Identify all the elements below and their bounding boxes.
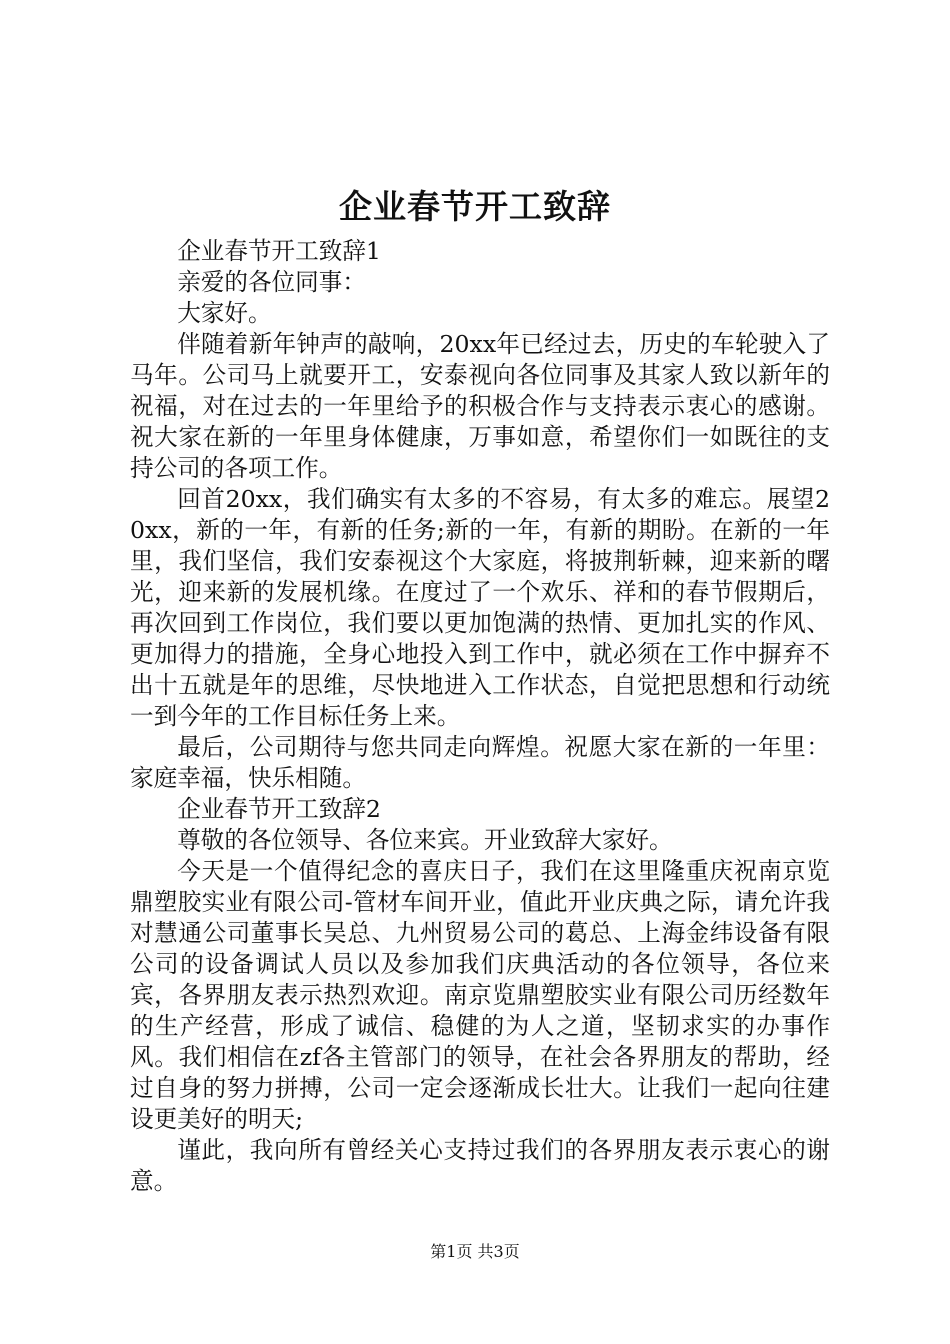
document-body [130,236,830,1197]
greeting: 大家好。 [177,299,272,327]
paragraph: 尊敬的各位领导、各位来宾。开业致辞大家好。 [177,826,673,854]
page-number-footer: 第1页 共3页 [430,1242,520,1261]
document-title: 企业春节开工致辞 [339,187,611,226]
section-heading-1: 企业春节开工致辞1 [177,237,381,265]
paragraph: 伴随着新年钟声的敲响，20xx年已经过去，历史的车轮驶入了马年。公司马上就要开工，安泰视向各位同事及其家人致以新年的祝福，对在过去的一年里给予的积极合作与支持表示衷心的感谢。祝大家在新的一年里身体健康，万事如意，希望你们一如既往的支持公司的各项工作。 [130,330,830,482]
paragraph: 最后，公司期待与您共同走向辉煌。祝愿大家在新的一年里：家庭幸福，快乐相随。 [130,733,830,792]
salutation: 亲爱的各位同事： [177,268,366,296]
paragraph: 今天是一个值得纪念的喜庆日子，我们在这里隆重庆祝南京览鼎塑胶实业有限公司-管材车间开业，值此开业庆典之际，请允许我对慧通公司董事长吴总、九州贸易公司的葛总、上海金纬设备有限公司的设备调试人员以及参加我们庆典活动的各位领导，各位来宾，各界朋友表示热烈欢迎。南京览鼎塑胶实业有限公司历经数年的生产经营，形成了诚信、稳健的为人之道，坚韧求实的办事作风。我们相信在zf各主管部门的领导，在社会各界朋友的帮助，经过自身的努力拼搏，公司一定会逐渐成长壮大。让我们一起向往建设更美好的明天; [130,857,830,1133]
section-heading-2: 企业春节开工致辞2 [177,795,381,823]
paragraph: 谨此，我向所有曾经关心支持过我们的各界朋友表示衷心的谢意。 [130,1136,830,1195]
paragraph: 回首20xx，我们确实有太多的不容易，有太多的难忘。展望20xx，新的一年，有新的任务;新的一年，有新的期盼。在新的一年里，我们坚信，我们安泰视这个大家庭，将披荆斩棘，迎来新的曙光，迎来新的发展机缘。在度过了一个欢乐、祥和的春节假期后，再次回到工作岗位，我们要以更加饱满的热情、更加扎实的作风、更加得力的措施，全身心地投入到工作中，就必须在工作中摒弃不出十五就是年的思维，尽快地进入工作状态，自觉把思想和行动统一到今年的工作目标任务上来。 [130,485,830,730]
